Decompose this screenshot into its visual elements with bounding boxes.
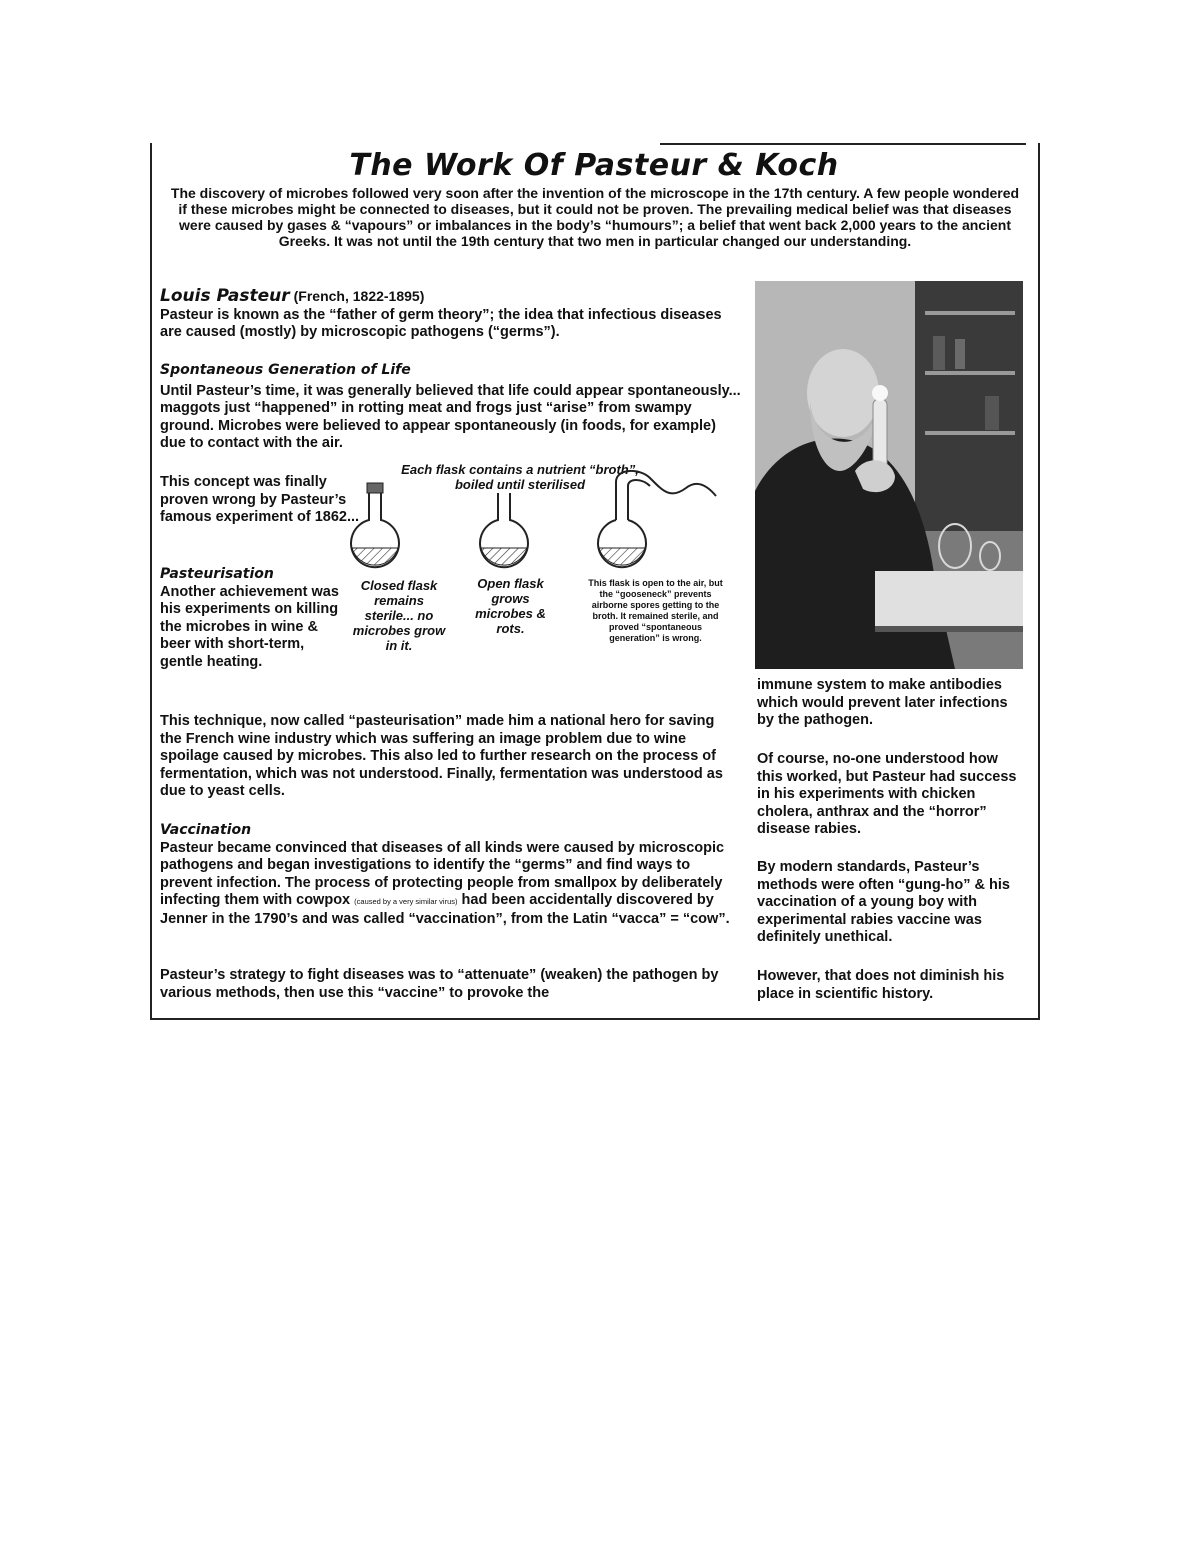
spontaneous-section <box>160 362 745 453</box>
pasteur-heading: Louis Pasteur <box>160 286 290 306</box>
right-p2: Of course, no-one understood how this worked, but Pasteur had success in his experiments with chicken cholera, anthrax and the “horror” disease rabies. <box>757 751 1017 837</box>
intro-paragraph: The discovery of microbes followed very soon after the invention of the microscope in the 17th century. A few people wondered if these microbes might be connected to diseases, but it could not be proven. The prevailing medical belief was that diseases were caused by gases & “vapours” or imbalances in the body’s “humours”; a belief that went back 2,000 years to the ancient Greeks. It was not until the 19th century that two men in particular changed our understanding. <box>170 185 1020 249</box>
pasteurisation-section <box>160 566 350 671</box>
pasteurisation-heading: Pasteurisation <box>160 566 274 582</box>
flask2-caption: Open flask grows microbes & rots. <box>475 576 546 636</box>
spontaneous-text: Until Pasteur’s time, it was generally believed that life could appear spontaneously... maggots just “happened” in rotting meat and frogs just “arise” from swampy ground. Microbes were believed to appear spontaneously (in foods, for example) due to contact with the air. <box>160 382 741 451</box>
closed-flask-icon <box>351 483 399 567</box>
diagram-top-caption: Each flask contains a nutrient “broth”, boiled until sterilised <box>401 462 639 492</box>
concept-text: This concept was finally proven wrong by Pasteur’s famous experiment of 1862... <box>160 474 360 525</box>
open-flask-icon <box>480 493 528 567</box>
right-p3: By modern standards, Pasteur’s methods were often “gung-ho” & his vaccination of a young boy with experimental rabies vaccine was definitely unethical. <box>757 859 1010 945</box>
spontaneous-heading: Spontaneous Generation of Life <box>160 362 411 378</box>
vaccination-text-a: Pasteur became convinced that diseases of all kinds were caused by microscopic pathogens and began investigations to identify the “germs” and find ways to prevent infection. The process of protecting people from smallpox by deliberately infecting them with cowpox <box>160 839 725 908</box>
flask1-caption: Closed flask remains sterile... no microbes grow in it. <box>352 578 446 653</box>
pasteurisation-text2: This technique, now called “pasteurisation” made him a national hero for saving the French wine industry which was suffering an image problem due to wine spoilage caused by microbes. This also led to further research on the process of fermentation, which was not understood. Finally, fermentation was understood as due to yeast cells. <box>160 713 723 799</box>
pasteur-summary: Pasteur is known as the “father of germ theory”; the idea that infectious diseases are caused (mostly) by microscopic pathogens (“germs”). <box>160 306 722 340</box>
right-p1: immune system to make antibodies which would prevent later infections by the pathogen. <box>757 677 1008 728</box>
vaccination-text-b: had been accidentally discovered by Jenner in the 1790’s and was called “vaccination”, from the Latin “vacca” = “cow”. <box>160 892 730 927</box>
flask3-caption: This flask is open to the air, but the “gooseneck” prevents airborne spores getting to the broth. It remained sterile, and proved “spontaneous generation” is wrong. <box>588 578 723 643</box>
pasteurisation-text: Another achievement was his experiments on killing the microbes in wine & beer with short-term, gentle heating. <box>160 583 339 670</box>
gooseneck-flask-icon <box>598 471 716 567</box>
vaccination-text-small: (caused by a very similar virus) <box>354 897 458 906</box>
right-p4: However, that does not diminish his place in scientific history. <box>757 968 1005 1002</box>
pasteur-dates: (French, 1822-1895) <box>293 288 425 304</box>
flask-diagram <box>350 470 720 585</box>
page-title: The Work Of Pasteur & Koch <box>349 148 839 183</box>
vaccination-section <box>160 822 740 928</box>
pasteur-photo <box>755 281 1023 669</box>
pasteur-section <box>160 288 745 342</box>
vaccination-heading: Vaccination <box>160 822 252 838</box>
strategy-text: Pasteur’s strategy to fight diseases was to “attenuate” (weaken) the pathogen by various methods, then use this “vaccine” to provoke the <box>160 967 719 1001</box>
